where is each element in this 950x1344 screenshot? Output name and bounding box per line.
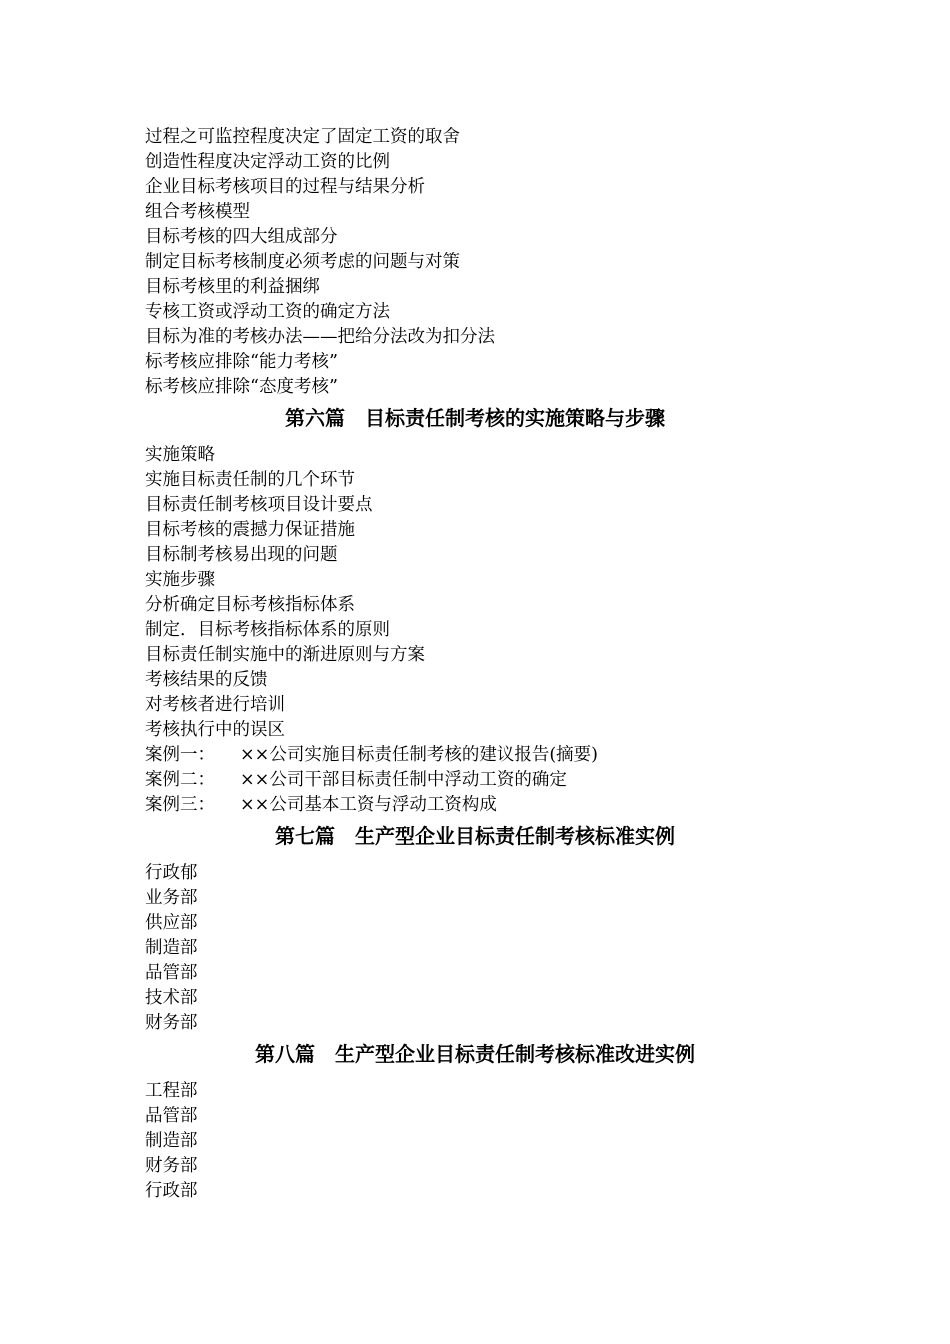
list-item: 专核工资或浮动工资的确定方法 bbox=[145, 302, 390, 322]
list-item: 实施步骤 bbox=[145, 570, 215, 590]
list-item: 行政部 bbox=[145, 1181, 198, 1201]
section-6-list bbox=[0, 443, 950, 818]
list-item: 创造性程度决定浮动工资的比例 bbox=[145, 152, 390, 172]
list-item: 技术部 bbox=[145, 988, 198, 1008]
list-item: 标考核应排除“态度考核” bbox=[145, 377, 338, 397]
list-item: 实施策略 bbox=[145, 445, 215, 465]
case-label: 案例一： bbox=[145, 745, 215, 765]
list-item: 制造部 bbox=[145, 1131, 198, 1151]
case-item bbox=[145, 743, 950, 768]
document-page bbox=[0, 125, 950, 1204]
case-title: ××公司基本工资与浮动工资构成 bbox=[240, 795, 497, 815]
list-item: 企业目标考核项目的过程与结果分析 bbox=[145, 177, 425, 197]
list-item: 供应部 bbox=[145, 913, 198, 933]
list-item: 财务部 bbox=[145, 1013, 198, 1033]
list-item: 业务部 bbox=[145, 888, 198, 908]
list-item: 行政郁 bbox=[145, 863, 198, 883]
list-item: 对考核者进行培训 bbox=[145, 695, 285, 715]
list-item: 财务部 bbox=[145, 1156, 198, 1176]
case-label: 案例二： bbox=[145, 770, 215, 790]
list-item: 制定．目标考核指标体系的原则 bbox=[145, 620, 390, 640]
list-item: 品管部 bbox=[145, 1106, 198, 1126]
list-item: 品管部 bbox=[145, 963, 198, 983]
section-7-list bbox=[0, 861, 950, 1036]
list-item: 目标为准的考核办法——把给分法改为扣分法 bbox=[145, 327, 495, 347]
list-item: 目标制考核易出现的问题 bbox=[145, 545, 338, 565]
section-6-heading: 第六篇 目标责任制考核的实施策略与步骤 bbox=[285, 406, 665, 430]
list-item: 分析确定目标考核指标体系 bbox=[145, 595, 355, 615]
list-item: 目标考核里的利益捆绑 bbox=[145, 277, 320, 297]
list-item: 标考核应排除“能力考核” bbox=[145, 352, 338, 372]
list-item: 制定目标考核制度必须考虑的问题与对策 bbox=[145, 252, 460, 272]
list-item: 考核结果的反馈 bbox=[145, 670, 268, 690]
list-item: 考核执行中的误区 bbox=[145, 720, 285, 740]
case-title: ××公司干部目标责任制中浮动工资的确定 bbox=[240, 770, 567, 790]
list-item: 目标考核的四大组成部分 bbox=[145, 227, 338, 247]
case-item bbox=[145, 768, 950, 793]
section-8-list bbox=[0, 1079, 950, 1204]
section-5-list bbox=[0, 125, 950, 400]
list-item: 工程部 bbox=[145, 1081, 198, 1101]
list-item: 组合考核模型 bbox=[145, 202, 250, 222]
list-item: 实施目标责任制的几个环节 bbox=[145, 470, 355, 490]
section-7-heading: 第七篇 生产型企业目标责任制考核标准实例 bbox=[275, 824, 675, 848]
list-item: 过程之可监控程度决定了固定工资的取舍 bbox=[145, 127, 460, 147]
section-8-heading: 第八篇 生产型企业目标责任制考核标准改进实例 bbox=[255, 1042, 695, 1066]
case-label: 案例三： bbox=[145, 795, 215, 815]
list-item: 目标考核的震撼力保证措施 bbox=[145, 520, 355, 540]
list-item: 目标责任制考核项目设计要点 bbox=[145, 495, 373, 515]
list-item: 目标责任制实施中的渐进原则与方案 bbox=[145, 645, 425, 665]
list-item: 制造部 bbox=[145, 938, 198, 958]
case-item bbox=[145, 793, 950, 818]
case-title: ××公司实施目标责任制考核的建议报告(摘要) bbox=[240, 745, 598, 765]
